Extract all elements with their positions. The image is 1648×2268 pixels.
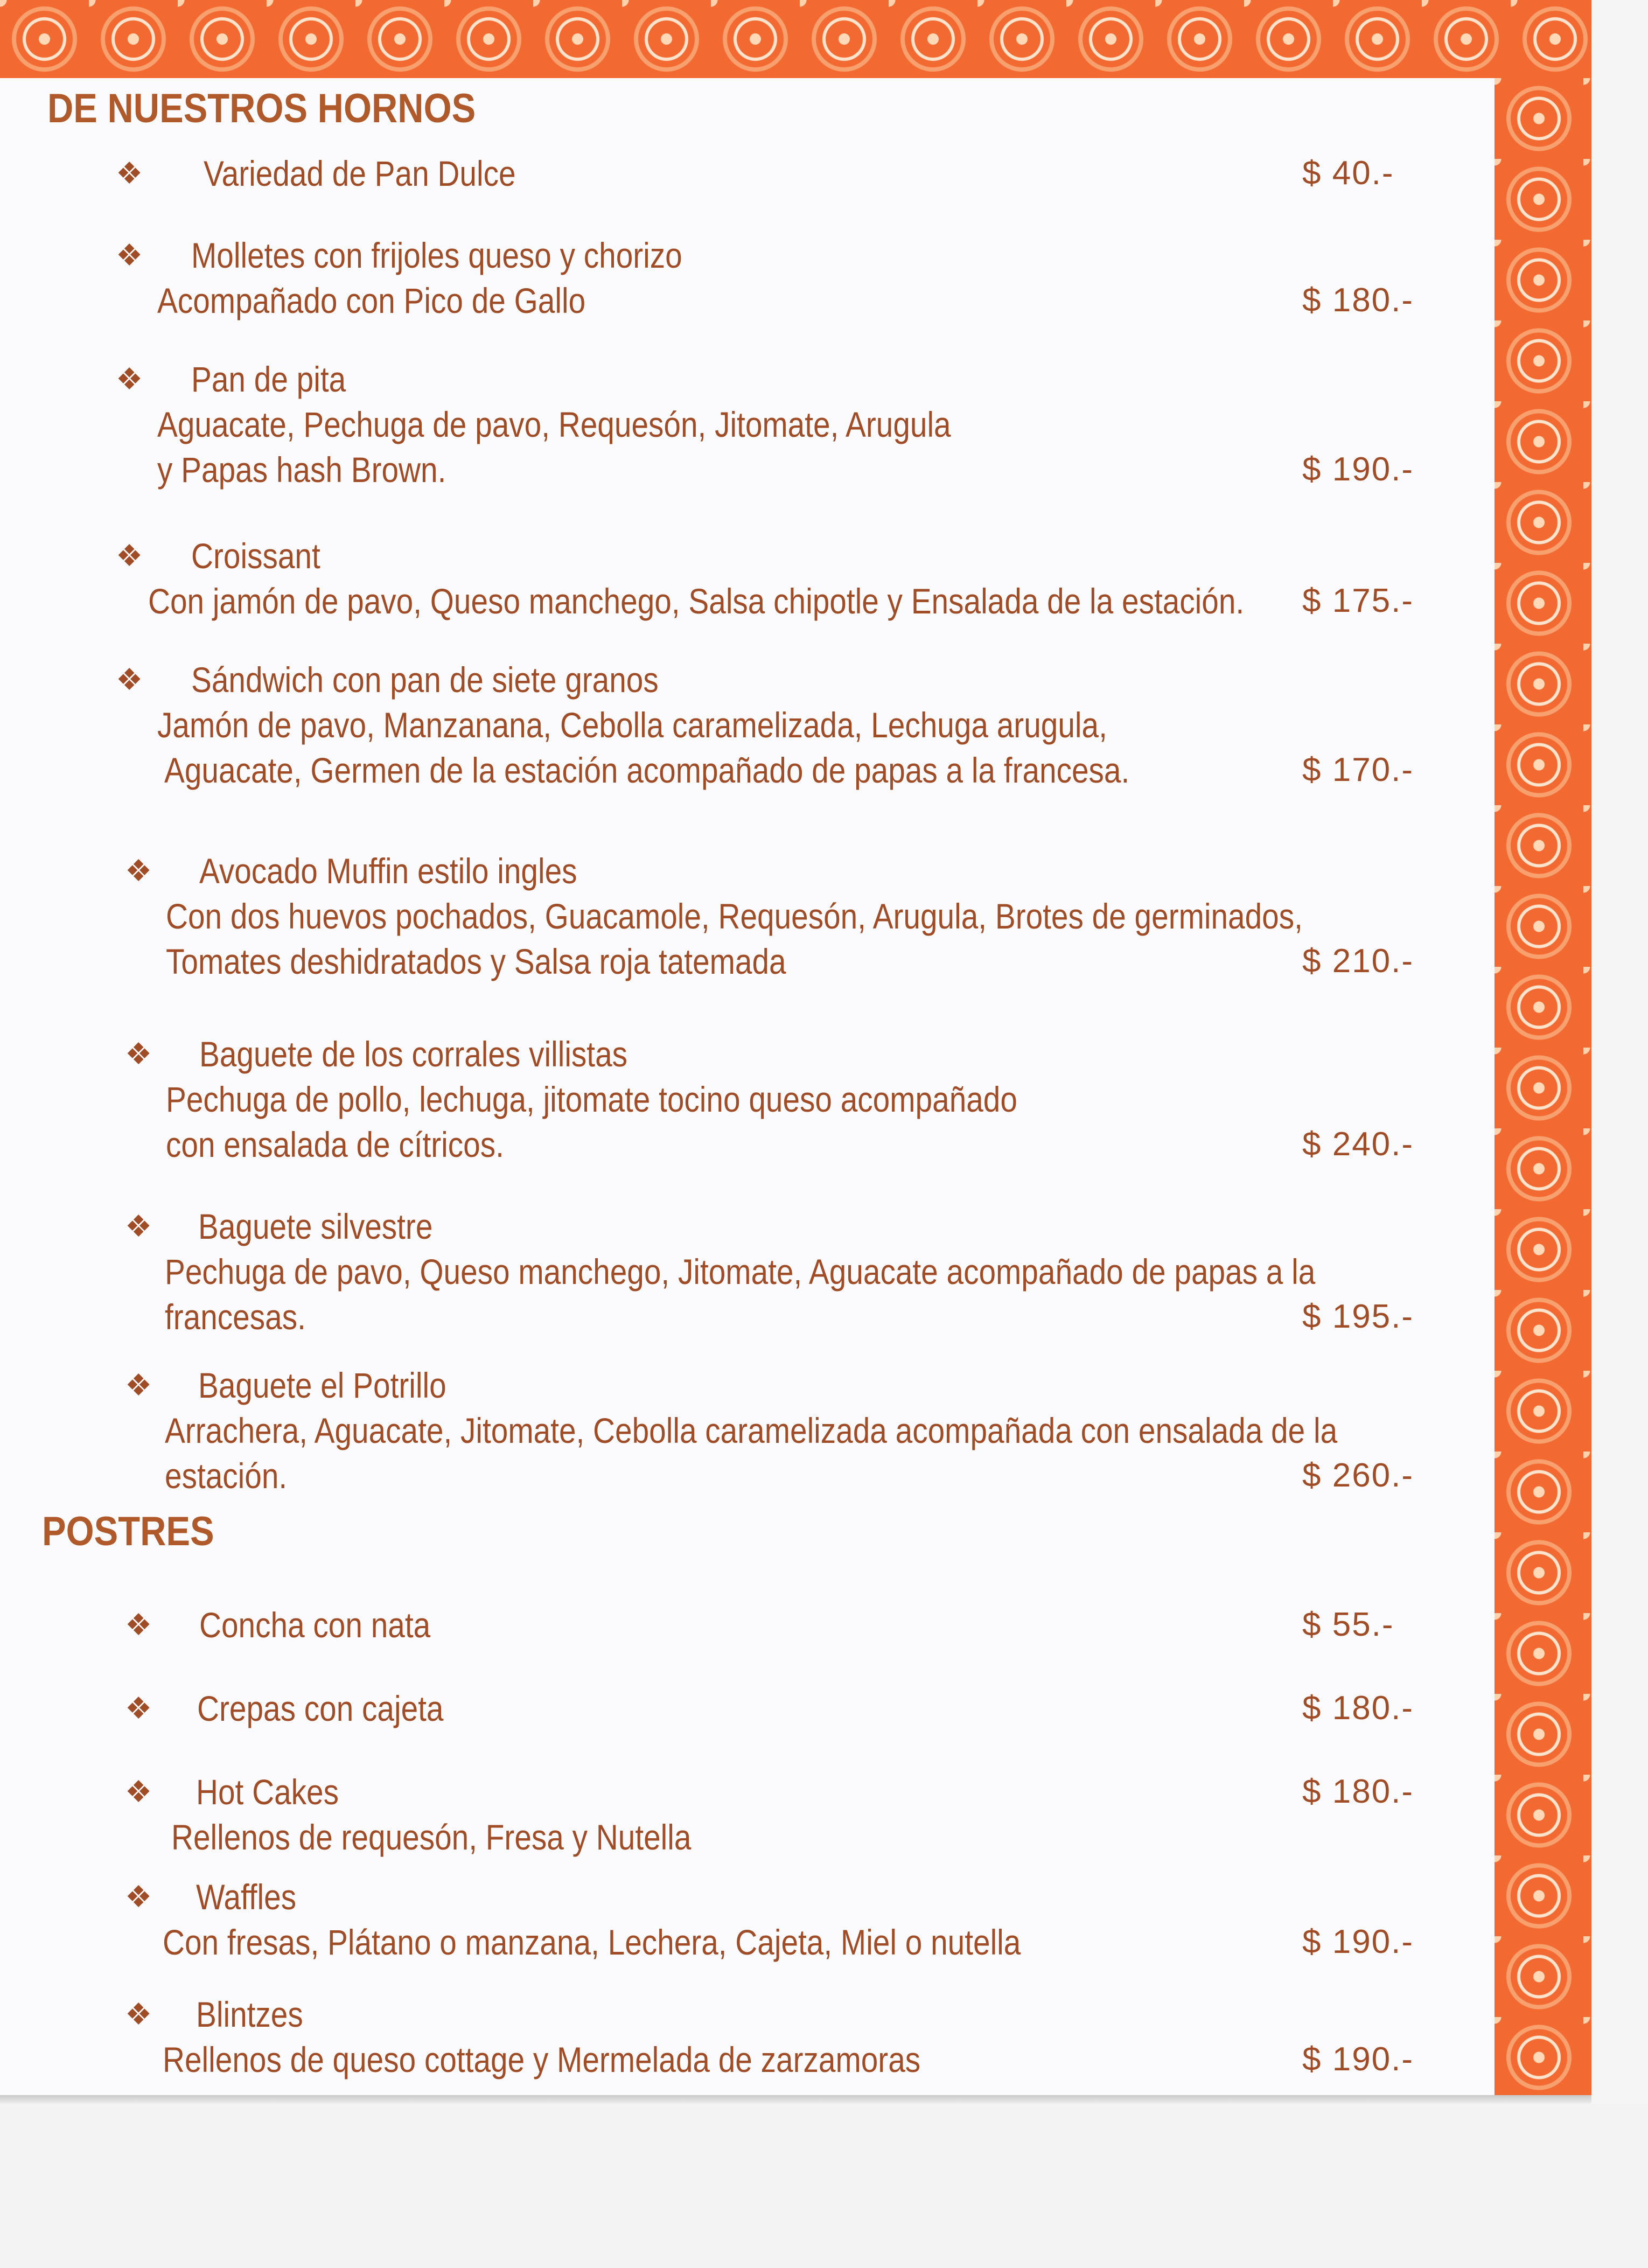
item-description: Rellenos de queso cottage y Mermelada de zarzamoras [163, 2040, 921, 2079]
item-name: Crepas con cajeta [197, 1688, 444, 1728]
item-price: $ 180.- [1302, 282, 1414, 319]
item-description: Con fresas, Plátano o manzana, Lechera, Cajeta, Miel o nutella [163, 1922, 1021, 1962]
diamond-bullet-icon: ❖ [125, 1608, 152, 1642]
item-name: Baguete el Potrillo [198, 1365, 446, 1405]
item-description: Con jamón de pavo, Queso manchego, Salsa chipotle y Ensalada de la estación. [148, 581, 1245, 621]
page-edge-shadow [0, 2095, 1591, 2104]
decorative-border-right [1495, 78, 1591, 2095]
diamond-bullet-icon: ❖ [116, 539, 143, 573]
item-price: $ 175.- [1302, 582, 1414, 619]
item-name: Baguete silvestre [198, 1206, 433, 1246]
item-price: $ 190.- [1302, 2041, 1414, 2078]
item-price: $ 55.- [1302, 1606, 1394, 1643]
scan-margin-bottom [0, 2104, 1648, 2268]
item-name: Avocado Muffin estilo ingles [199, 851, 577, 891]
diamond-bullet-icon: ❖ [116, 662, 143, 696]
item-name: Blintzes [196, 1994, 303, 2034]
item-description: Jamón de pavo, Manzanana, Cebolla caramelizada, Lechuga arugula, [157, 705, 1107, 745]
item-price: $ 180.- [1302, 1690, 1414, 1727]
item-name: Concha con nata [199, 1605, 431, 1645]
item-description: Rellenos de requesón, Fresa y Nutella [171, 1817, 692, 1857]
item-description: Con dos huevos pochados, Guacamole, Requesón, Arugula, Brotes de germinados, [166, 896, 1303, 936]
item-description: francesas. [165, 1297, 306, 1337]
diamond-bullet-icon: ❖ [125, 1368, 152, 1402]
item-name: Croissant [191, 536, 320, 576]
item-description: y Papas hash Brown. [157, 450, 446, 490]
diamond-bullet-icon: ❖ [125, 1037, 152, 1071]
item-price: $ 240.- [1302, 1126, 1414, 1163]
diamond-bullet-icon: ❖ [116, 362, 143, 396]
item-name: Sándwich con pan de siete granos [191, 660, 659, 700]
item-description: Arrachera, Aguacate, Jitomate, Cebolla caramelizada acompañada con ensalada de la [165, 1411, 1338, 1450]
item-name: Molletes con frijoles queso y chorizo [191, 235, 682, 275]
section-title-postres: POSTRES [42, 1509, 214, 1554]
item-name: Pan de pita [191, 359, 346, 399]
item-description: Tomates deshidratados y Salsa roja tatemada [166, 941, 786, 981]
item-name: Baguete de los corrales villistas [199, 1034, 628, 1074]
diamond-bullet-icon: ❖ [125, 854, 152, 888]
section-title-hornos: DE NUESTROS HORNOS [47, 86, 476, 131]
item-name: Waffles [196, 1877, 297, 1917]
diamond-bullet-icon: ❖ [116, 156, 143, 190]
item-description: Pechuga de pollo, lechuga, jitomate tocino queso acompañado [166, 1079, 1017, 1119]
item-description: Aguacate, Germen de la estación acompañado de papas a la francesa. [164, 750, 1130, 790]
item-description: Aguacate, Pechuga de pavo, Requesón, Jitomate, Arugula [157, 404, 951, 444]
scan-margin-right [1591, 0, 1648, 2104]
item-price: $ 260.- [1302, 1457, 1414, 1494]
item-price: $ 40.- [1302, 155, 1394, 192]
diamond-bullet-icon: ❖ [116, 238, 143, 272]
item-price: $ 180.- [1302, 1773, 1414, 1810]
diamond-bullet-icon: ❖ [125, 1691, 152, 1725]
diamond-bullet-icon: ❖ [125, 1880, 152, 1914]
item-price: $ 190.- [1302, 451, 1414, 488]
diamond-bullet-icon: ❖ [125, 1997, 152, 2031]
item-price: $ 170.- [1302, 751, 1414, 788]
item-price: $ 210.- [1302, 943, 1414, 980]
item-price: $ 190.- [1302, 1923, 1414, 1960]
item-description: con ensalada de cítricos. [166, 1125, 504, 1164]
item-description: Acompañado con Pico de Gallo [157, 281, 586, 320]
item-name: Hot Cakes [196, 1772, 339, 1812]
diamond-bullet-icon: ❖ [125, 1775, 152, 1809]
item-price: $ 195.- [1302, 1298, 1414, 1335]
item-description: estación. [165, 1456, 288, 1496]
item-name: Variedad de Pan Dulce [204, 153, 516, 193]
diamond-bullet-icon: ❖ [125, 1209, 152, 1243]
item-description: Pechuga de pavo, Queso manchego, Jitomate, Aguacate acompañado de papas a la [165, 1252, 1316, 1292]
